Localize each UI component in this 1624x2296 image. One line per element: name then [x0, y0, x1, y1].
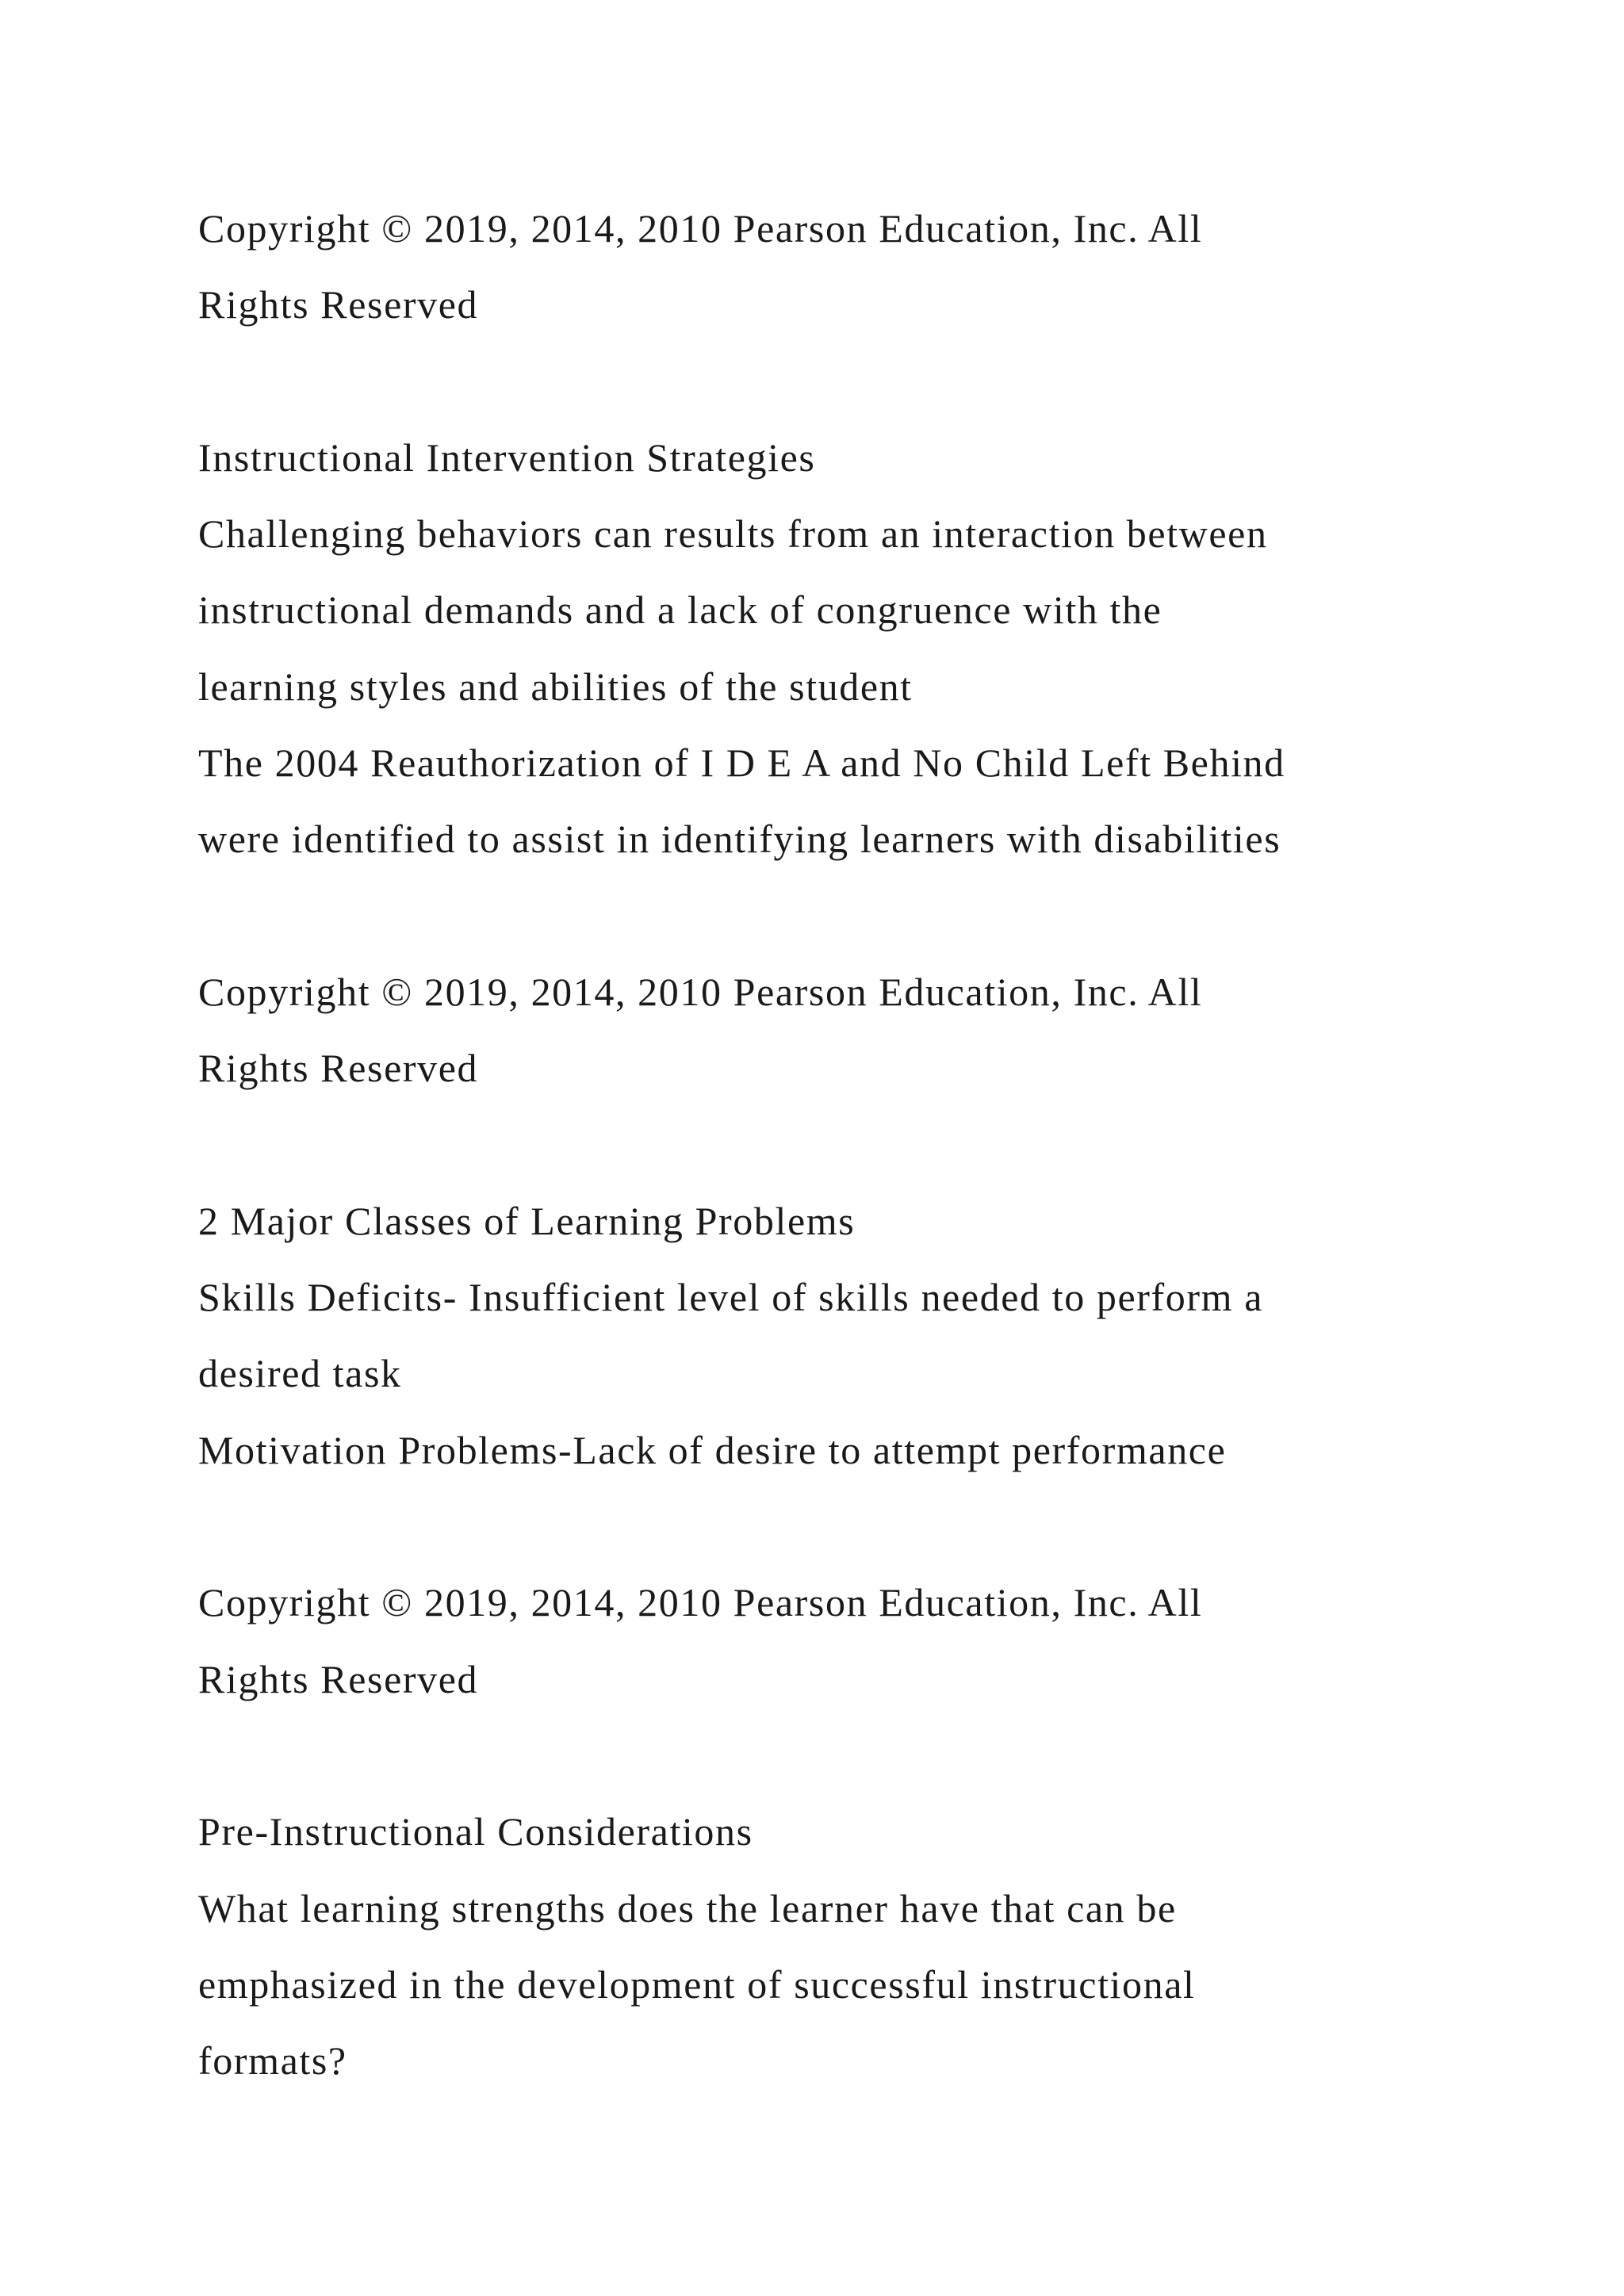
- text-line: Rights Reserved: [198, 1046, 479, 1091]
- text-line: formats?: [198, 2038, 347, 2084]
- text-line: Copyright © 2019, 2014, 2010 Pearson Education, Inc. All: [198, 206, 1203, 251]
- text-line: Rights Reserved: [198, 1656, 479, 1701]
- text-line: Copyright © 2019, 2014, 2010 Pearson Education, Inc. All: [198, 969, 1203, 1014]
- text-line: Copyright © 2019, 2014, 2010 Pearson Education, Inc. All: [198, 1580, 1203, 1625]
- text-line: Challenging behaviors can results from an interaction between: [198, 511, 1268, 557]
- blank-line: [198, 878, 1435, 954]
- section-heading: 2 Major Classes of Learning Problems: [198, 1198, 856, 1243]
- document-body: [198, 190, 1435, 2099]
- section-instructional-intervention-strategies: [198, 419, 1435, 878]
- blank-line: [198, 1107, 1435, 1183]
- section-heading: Pre-Instructional Considerations: [198, 1809, 753, 1854]
- text-line: desired task: [198, 1351, 402, 1396]
- copyright-notice-3: [198, 1564, 1435, 1717]
- copyright-notice-2: [198, 954, 1435, 1107]
- text-line: Skills Deficits- Insufficient level of skills needed to perform a: [198, 1275, 1264, 1320]
- text-line: were identified to assist in identifying learners with disabilities: [198, 817, 1281, 862]
- text-line: emphasized in the development of successful instructional: [198, 1961, 1196, 2007]
- copyright-notice-1: [198, 190, 1435, 343]
- text-line: Motivation Problems-Lack of desire to attempt performance: [198, 1427, 1227, 1472]
- text-line: The 2004 Reauthorization of I D E A and No Child Left Behind: [198, 740, 1285, 786]
- blank-line: [198, 1717, 1435, 1793]
- section-heading: Instructional Intervention Strategies: [198, 434, 816, 480]
- text-line: What learning strengths does the learner have that can be: [198, 1885, 1177, 1931]
- text-line: Rights Reserved: [198, 282, 479, 327]
- text-line: instructional demands and a lack of congruence with the: [198, 587, 1162, 633]
- text-line: learning styles and abilities of the student: [198, 664, 913, 709]
- section-pre-instructional-considerations: [198, 1793, 1435, 2099]
- blank-line: [198, 1488, 1435, 1564]
- section-major-classes-of-learning-problems: [198, 1183, 1435, 1488]
- blank-line: [198, 343, 1435, 419]
